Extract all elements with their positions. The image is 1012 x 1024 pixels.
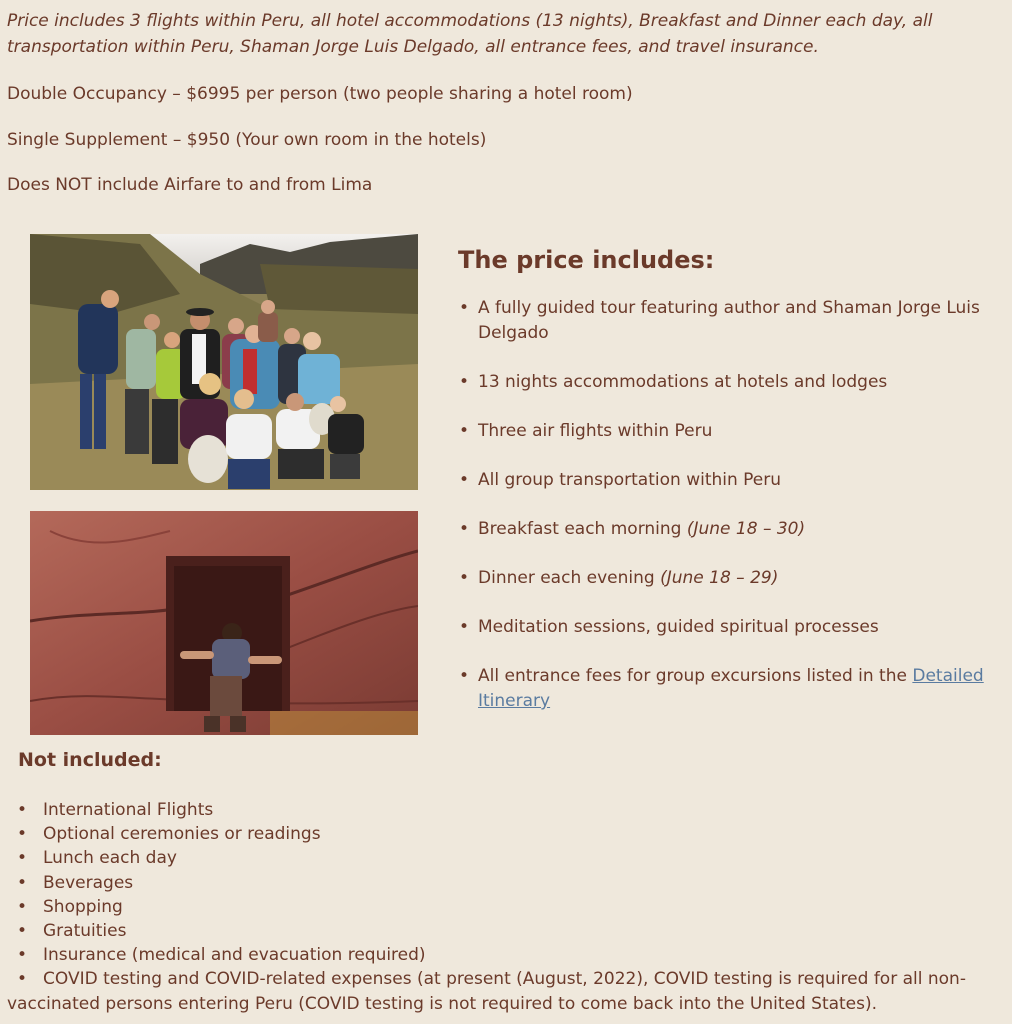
list-item: • Dinner each evening (June 18 – 29) [458,566,1008,591]
intro-price-summary: Price includes 3 flights within Peru, all hotel accommodations (13 nights), Breakfast and Dinner each day, all transportation within Peru, Shaman Jorge Luis Delgado, all entrance fees, and travel insurance. [7,11,933,57]
list-item: • Beverages [17,872,134,893]
list-item: • Gratuities [17,921,127,942]
list-item: • Shopping [17,896,123,917]
price-includes-heading: The price includes: [458,246,715,274]
list-item: • Three air flights within Peru [458,419,1008,444]
airfare-note: Does NOT include Airfare to and from Lima [7,175,373,195]
stone-doorway-photo [30,511,418,735]
single-supplement-price: Single Supplement – $950 (Your own room in the hotels) [7,130,487,150]
detailed-itinerary-link[interactable]: Detailed Itinerary [478,666,984,711]
list-item: • Optional ceremonies or readings [17,824,321,845]
list-item: • Meditation sessions, guided spiritual processes [458,615,1008,640]
date-range-note: (June 18 – 29) [660,568,779,588]
group-photo [30,234,418,490]
list-item: • Insurance (medical and evacuation required) [17,945,426,966]
list-item: • All group transportation within Peru [458,468,1008,493]
list-item: • Breakfast each morning (June 18 – 30) [458,517,1008,542]
not-included-list [7,798,1007,1016]
double-occupancy-price: Double Occupancy – $6995 per person (two people sharing a hotel room) [7,84,633,104]
list-item: • 13 nights accommodations at hotels and lodges [458,370,1008,395]
list-item: • A fully guided tour featuring author and Shaman Jorge Luis Delgado [458,296,1008,346]
date-range-note: (June 18 – 30) [686,519,806,539]
price-includes-list [458,296,1008,738]
list-item: • Lunch each day [17,848,177,869]
list-item: • COVID testing and COVID-related expenses (at present (August, 2022), COVID testing is required for all non-vaccinated persons entering Peru (COVID testing is not required to come back into the United States). [7,969,966,1014]
list-item: • All entrance fees for group excursions listed in the Detailed Itinerary [458,664,1008,714]
list-item: • International Flights [17,800,214,820]
not-included-heading: Not included: [18,749,162,771]
